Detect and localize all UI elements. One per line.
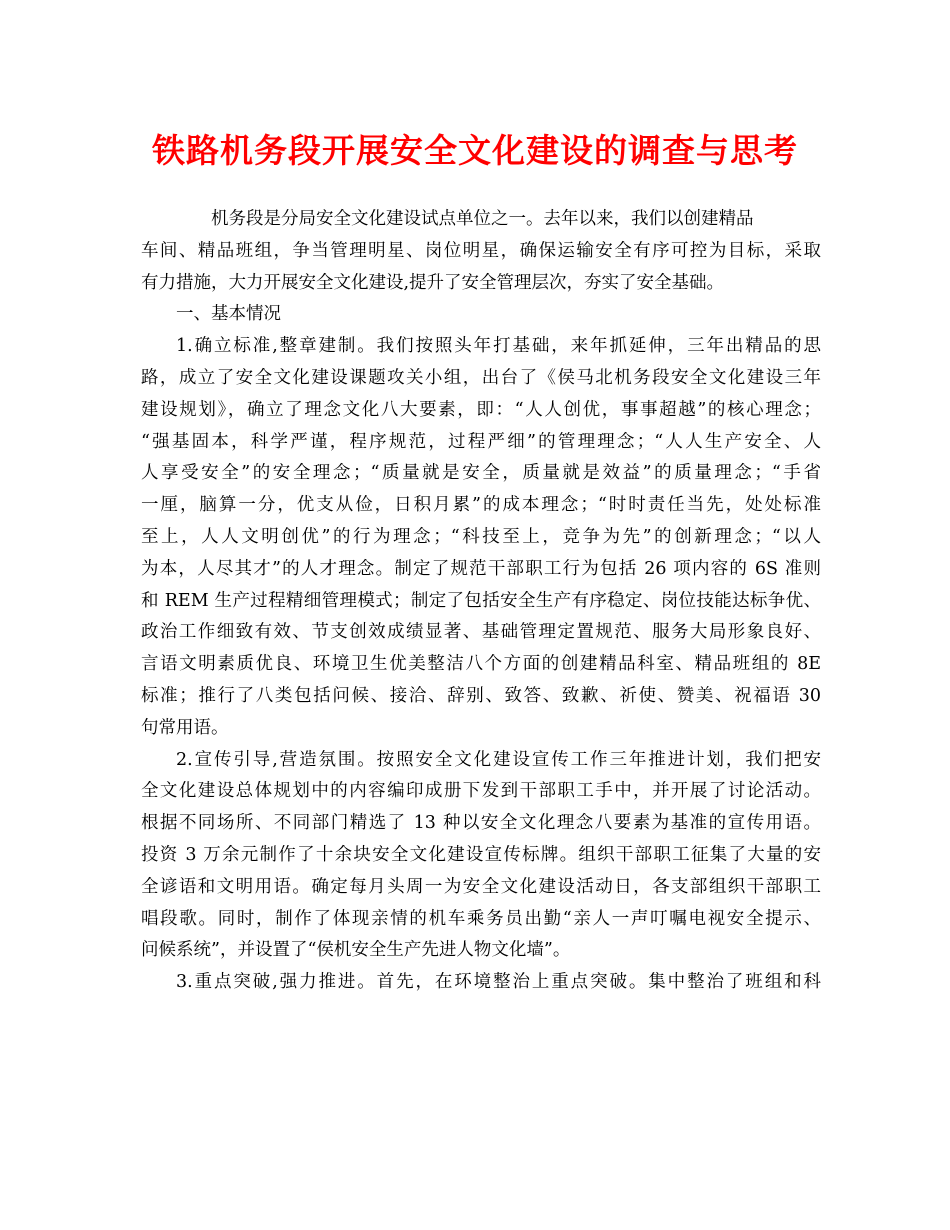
paragraph-line: 人享受安全”的安全理念；“质量就是安全，质量就是效益”的质量理念；“手省 [141, 463, 821, 484]
paragraph-line: 全谚语和文明用语。确定每月头周一为安全文化建设活动日，各支部组织干部职工 [141, 876, 821, 897]
paragraph-line: 2.宣传引导,营造氛围。按照安全文化建设宣传工作三年推进计划，我们把安 [176, 749, 821, 770]
paragraph-line: 政治工作细致有效、节支创效成绩显著、基础管理定置规范、服务大局形象良好、 [141, 622, 821, 643]
paragraph-line: 根据不同场所、不同部门精选了 13 种以安全文化理念八要素为基准的宣传用语。 [141, 813, 821, 834]
paragraph-line: 问候系统”，并设置了“侯机安全生产先进人物文化墙”。 [141, 940, 571, 961]
paragraph-line: 车间、精品班组，争当管理明星、岗位明星，确保运输安全有序可控为目标，采取 [141, 240, 821, 261]
paragraph-line: 建设规划》，确立了理念文化八大要素，即：“人人创优，事事超越”的核心理念； [141, 399, 821, 420]
paragraph-line: 机务段是分局安全文化建设试点单位之一。去年以来，我们以创建精品 [211, 209, 754, 229]
paragraph-line: 至上，人人文明创优”的行为理念；“科技至上，竞争为先”的创新理念；“以人 [141, 526, 821, 547]
paragraph-line: 标准；推行了八类包括问候、接洽、辞别、致答、致歉、祈使、赞美、祝福语 30 [141, 685, 821, 706]
document-title: 铁路机务段开展安全文化建设的调查与思考 [152, 131, 798, 170]
paragraph-line: 为本，人尽其才”的人才理念。制定了规范干部职工行为包括 26 项内容的 6S 准则 [141, 558, 821, 579]
document-body [141, 204, 821, 999]
paragraph-line: 全文化建设总体规划中的内容编印成册下发到干部职工手中，并开展了讨论活动。 [141, 781, 821, 802]
paragraph-line: 有力措施，大力开展安全文化建设,提升了安全管理层次，夯实了安全基础。 [141, 272, 725, 293]
paragraph-line: 唱段歌。同时，制作了体现亲情的机车乘务员出勤“亲人一声叮嘱电视安全提示、 [141, 908, 821, 929]
paragraph-line: 言语文明素质优良、环境卫生优美整洁八个方面的创建精品科室、精品班组的 8E [141, 654, 821, 675]
paragraph-line: 3.重点突破,强力推进。首先，在环境整治上重点突破。集中整治了班组和科 [176, 972, 821, 993]
paragraph-line: “强基固本，科学严谨，程序规范，过程严细”的管理理念；“人人生产安全、人 [141, 431, 821, 452]
paragraph-line: 句常用语。 [141, 717, 229, 738]
section-heading: 一、基本情况 [176, 304, 281, 325]
paragraph-line: 和 REM 生产过程精细管理模式；制定了包括安全生产有序稳定、岗位技能达标争优、 [141, 590, 821, 611]
paragraph-line: 1.确立标准,整章建制。我们按照头年打基础，来年抓延伸，三年出精品的思 [176, 336, 821, 357]
paragraph-line: 一厘，脑算一分，优支从俭，日积月累”的成本理念；“时时责任当先，处处标准 [141, 495, 821, 516]
paragraph-line: 投资 3 万余元制作了十余块安全文化建设宣传标牌。组织干部职工征集了大量的安 [141, 844, 821, 865]
paragraph-line: 路，成立了安全文化建设课题攻关小组，出台了《侯马北机务段安全文化建设三年 [141, 367, 821, 388]
